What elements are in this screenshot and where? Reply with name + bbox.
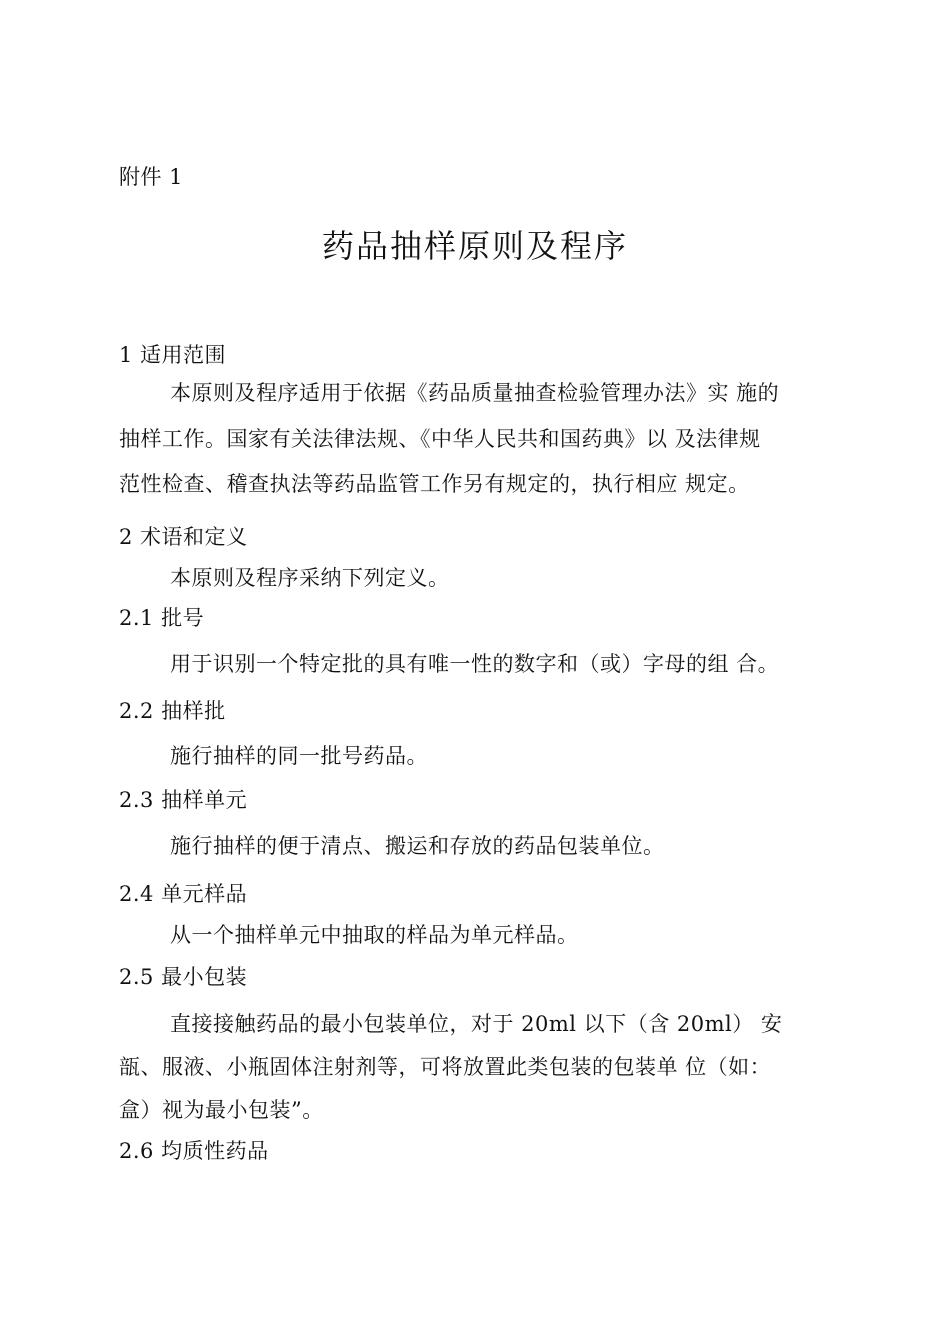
- section-1-heading: 1 适用范围: [119, 343, 227, 367]
- section-2-5-body-line-1: 直接接触药品的最小包装单位，对于 20ml 以下（含 20ml） 安: [170, 1012, 783, 1036]
- section-2-2-body: 施行抽样的同一批号药品。: [170, 744, 428, 768]
- document-title: 药品抽样原则及程序: [321, 227, 628, 265]
- section-2-3-heading: 2.3 抽样单元: [119, 788, 248, 812]
- section-2-1-heading: 2.1 批号: [119, 606, 205, 630]
- section-2-5-body-line-3: 盒）视为最小包装”。: [119, 1098, 324, 1122]
- section-2-5-body-line-2: 瓿、服液、小瓶固体注射剂等，可将放置此类包装的包装单 位（如：: [119, 1055, 772, 1079]
- section-2-1-body: 用于识别一个特定批的具有唯一性的数字和（或）字母的组 合。: [170, 652, 780, 676]
- section-1-body-line-2: 抽样工作。国家有关法律法规、《中华人民共和国药典》以 及法律规: [119, 427, 761, 451]
- section-2-4-heading: 2.4 单元样品: [119, 882, 248, 906]
- section-2-heading: 2 术语和定义: [119, 525, 248, 549]
- section-2-4-body: 从一个抽样单元中抽取的样品为单元样品。: [170, 923, 579, 947]
- section-1-body-line-3: 范性检查、稽查执法等药品监管工作另有规定的，执行相应 规定。: [119, 472, 750, 496]
- section-1-body-line-1: 本原则及程序适用于依据《药品质量抽查检验管理办法》实 施的: [170, 381, 780, 405]
- attachment-label: 附件 1: [119, 165, 184, 189]
- section-2-2-heading: 2.2 抽样批: [119, 699, 226, 723]
- section-2-3-body: 施行抽样的便于清点、搬运和存放的药品包装单位。: [170, 834, 665, 858]
- section-2-6-heading: 2.6 均质性药品: [119, 1139, 269, 1163]
- section-2-5-heading: 2.5 最小包装: [119, 965, 248, 989]
- section-2-body: 本原则及程序采纳下列定义。: [170, 566, 450, 590]
